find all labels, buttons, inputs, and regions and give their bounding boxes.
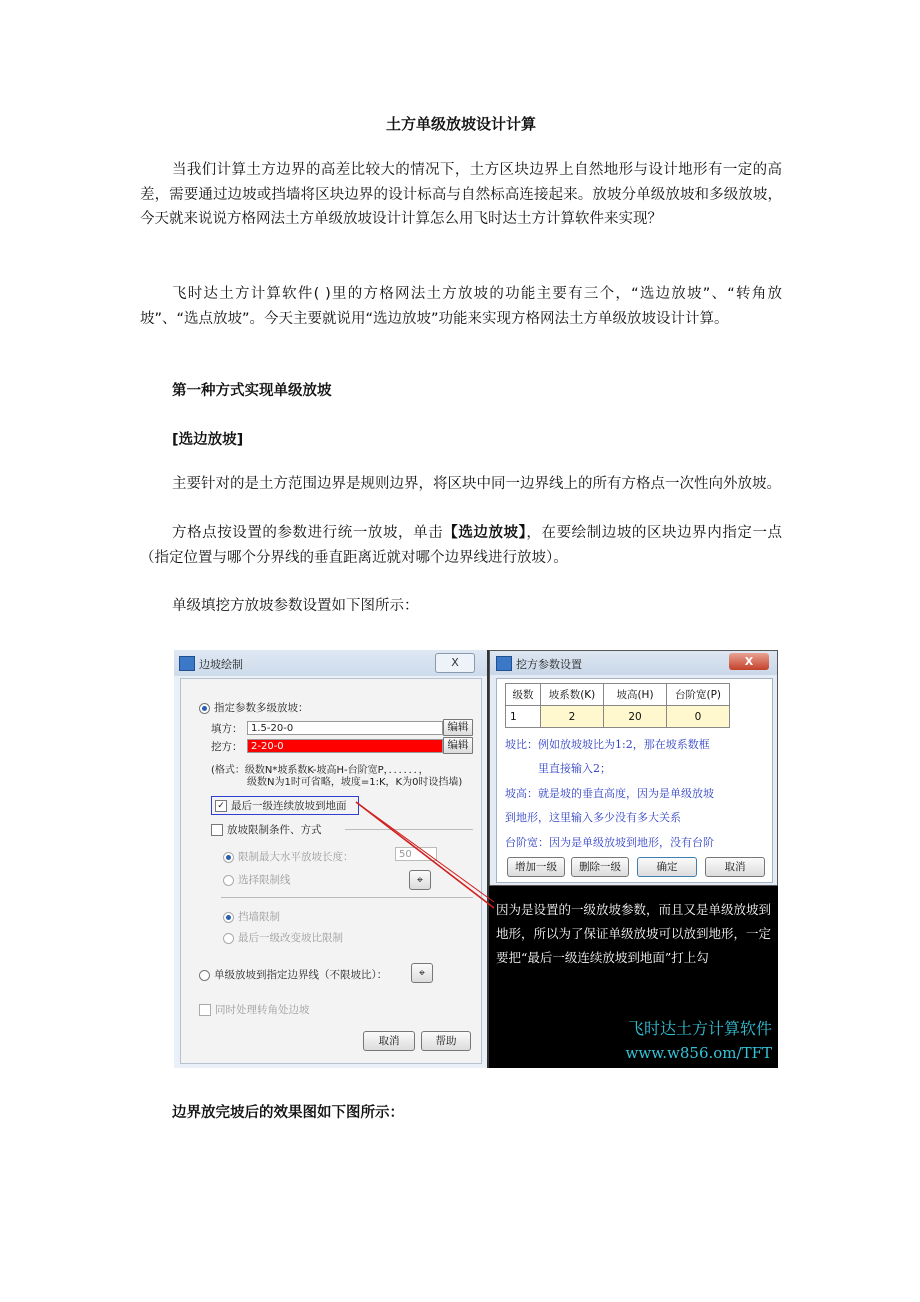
cut-label: 挖方： xyxy=(211,741,243,753)
table-header: 级数 xyxy=(506,684,541,706)
fill-input[interactable]: 1.5-20-0 xyxy=(247,721,443,735)
brand-url: www.w856.om/TFT xyxy=(625,1044,772,1062)
steps-paragraph xyxy=(140,521,782,570)
cancel-button[interactable]: 取消 xyxy=(363,1031,415,1051)
table-cell[interactable]: 2 xyxy=(541,706,604,728)
table-cell[interactable]: 20 xyxy=(604,706,667,728)
radio-last-change-label: 最后一级改变坡比限制 xyxy=(238,932,343,944)
description-paragraph: 主要针对的是土方范围边界是规则边界，将区块中同一边界线上的所有方格点一次性向外放坡。 xyxy=(172,476,781,492)
radio-wall-label: 挡墙限制 xyxy=(238,911,280,923)
table-header: 坡高(H) xyxy=(604,684,667,706)
radio-single-level-label: 单级放坡到指定边界线（不限坡比）： xyxy=(214,969,388,981)
add-level-button[interactable]: 增加一级 xyxy=(507,857,565,877)
edit-fill-button[interactable]: 编辑 xyxy=(443,719,473,736)
figure-caption: 单级填挖方放坡参数设置如下图所示： xyxy=(172,598,419,614)
note-line: 坡比：例如放坡坡比为1:2，那在坡系数框 xyxy=(505,738,710,751)
screenshot-figure xyxy=(174,650,778,1068)
command-name: 【选边放坡】 xyxy=(443,525,527,541)
page-title: 土方单级放坡设计计算 xyxy=(385,115,536,133)
checkbox-limit-label: 放坡限制条件、方式 xyxy=(227,824,322,836)
annotation-text: 因为是设置的一级放坡参数，而且又是单级放坡到地形，所以为了保证单级放坡可以放到地形，一定要把“最后一级连续放坡到地面”打上勾 xyxy=(496,902,772,965)
close-button[interactable]: X xyxy=(435,653,475,673)
format-hint-2: 级数N为1时可省略，坡度=1:K，K为0时设挡墙) xyxy=(247,777,463,788)
table-cell: 1 xyxy=(506,706,541,728)
section-heading: 第一种方式实现单级放坡 xyxy=(172,383,332,399)
pick-icon: ⌖ xyxy=(417,874,423,886)
cut-params-title: 挖方参数设置 xyxy=(516,658,582,671)
fill-label: 填方： xyxy=(211,723,243,735)
slope-dialog-title: 边坡绘制 xyxy=(199,658,243,671)
delete-level-button[interactable]: 删除一级 xyxy=(571,857,629,877)
table-header: 台阶宽(P) xyxy=(667,684,730,706)
result-caption: 边界放完坡后的效果图如下图所示： xyxy=(172,1105,404,1121)
arrow-line xyxy=(174,650,778,1068)
checkbox-corner-label: 同时处理转角处边坡 xyxy=(215,1004,310,1016)
steps-text-b: ，在要绘制边坡的区块边界内指定一点（指定位置与哪个分界线的垂直距离近就对哪个边界线进行放坡）。 xyxy=(140,525,783,566)
intro-paragraph: 当我们计算土方边界的高差比较大的情况下，土方区块边界上自然地形与设计地形有一定的高差，需要通过边坡或挡墙将区块边界的设计标高与自然标高连接起来。放坡分单级放坡和多级放坡，今天就来说说方格网法土方单级放坡设计计算怎么用飞时达土方计算软件来实现？ xyxy=(140,162,782,227)
note-line: 里直接输入2； xyxy=(505,762,611,775)
table-cell[interactable]: 0 xyxy=(667,706,730,728)
note-line: 坡高：就是坡的垂直高度，因为是单级放坡 xyxy=(505,787,714,800)
edit-cut-button[interactable]: 编辑 xyxy=(443,737,473,754)
subsection-heading: [选边放坡] xyxy=(172,432,244,448)
note-line: 台阶宽：因为是单级放坡到地形，没有台阶 xyxy=(505,836,714,849)
table-header: 坡系数(K) xyxy=(541,684,604,706)
help-button[interactable]: 帮助 xyxy=(421,1031,471,1051)
pick-icon: ⌖ xyxy=(419,967,425,979)
steps-text-a: 方格点按设置的参数进行统一放坡，单击 xyxy=(172,525,444,541)
ok-button[interactable]: 确定 xyxy=(637,857,697,877)
close-button[interactable]: X xyxy=(729,653,769,670)
cut-input[interactable]: 2-20-0 xyxy=(247,739,443,753)
format-hint-1: (格式：级数N*坡系数K-坡高H-台阶宽P，．．．．．．， xyxy=(211,765,429,776)
limit-length-input[interactable]: 50 xyxy=(395,847,437,861)
radio-limit-line-label: 选择限制线 xyxy=(238,874,291,886)
cancel-button[interactable]: 取消 xyxy=(705,857,765,877)
brand-text: 飞时达土方计算软件 xyxy=(627,1019,772,1038)
note-line: 到地形，这里输入多少没有多大关系 xyxy=(505,811,681,824)
function-paragraph: 飞时达土方计算软件( )里的方格网法土方放坡的功能主要有三个，“选边放坡”、“转角放坡”、“选点放坡”。今天主要就说用“选边放坡”功能来实现方格网法土方单级放坡设计计算。 xyxy=(140,286,782,327)
checkbox-last-level-label: 最后一级连续放坡到地面 xyxy=(231,800,347,812)
radio-limit-length-label: 限制最大水平放坡长度： xyxy=(238,851,354,863)
check-icon: ✓ xyxy=(215,800,227,812)
radio-multi-level-label: 指定参数多级放坡： xyxy=(214,702,309,714)
